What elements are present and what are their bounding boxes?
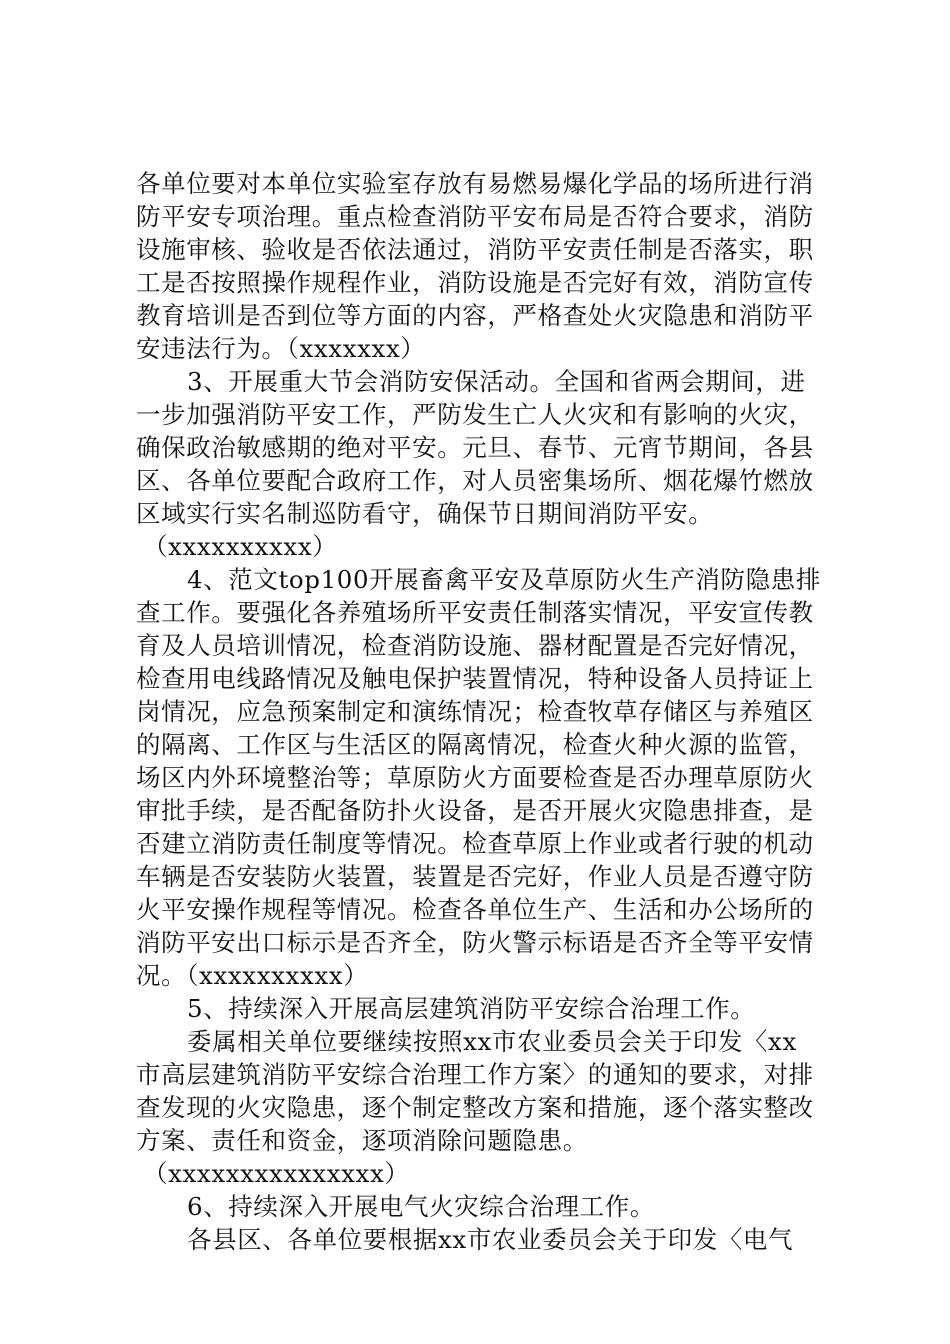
text-line: 区域实行实名制巡防看守，确保节日期间消防平安。	[136, 499, 714, 528]
text-line: 5、持续深入开展高层建筑消防平安综合治理工作。	[187, 994, 756, 1023]
text-line: 6、持续深入开展电气火灾综合治理工作。	[187, 1192, 655, 1221]
text-line: 火平安操作规程等情况。检查各单位生产、生活和办公场所的	[136, 895, 814, 924]
text-line: 委属相关单位要继续按照xx市农业委员会关于印发〈xx	[187, 1027, 797, 1056]
text-line: 车辆是否安装防火装置，装置是否完好，作业人员是否遵守防	[136, 862, 814, 891]
text-line: （xxxxxxxxxx）	[143, 532, 338, 561]
text-line: 区、各单位要配合政府工作，对人员密集场所、烟花爆竹燃放	[136, 466, 814, 495]
text-line: 安违法行为。（xxxxxxx）	[136, 334, 426, 363]
text-line: 一步加强消防平安工作，严防发生亡人火灾和有影响的火灾，	[136, 400, 814, 429]
text-line: 4、范文top100开展畜禽平安及草原防火生产消防隐患排	[187, 565, 821, 594]
text-line: 教育培训是否到位等方面的内容，严格查处火灾隐患和消防平	[136, 301, 814, 330]
text-line: 设施审核、验收是否依法通过，消防平安责任制是否落实，职	[136, 235, 814, 264]
text-line: 各单位要对本单位实验室存放有易燃易爆化学品的场所进行消	[136, 169, 814, 198]
text-line: 场区内外环境整治等；草原防火方面要检查是否办理草原防火	[136, 763, 814, 792]
text-line: 消防平安出口标示是否齐全，防火警示标语是否齐全等平安情	[136, 928, 814, 957]
text-line: 审批手续，是否配备防扑火设备，是否开展火灾隐患排查，是	[136, 796, 814, 825]
text-line: （xxxxxxxxxxxxxxx）	[143, 1159, 410, 1188]
text-line: 岗情况，应急预案制定和演练情况；检查牧草存储区与养殖区	[136, 697, 814, 726]
text-line: 检查用电线路情况及触电保护装置情况，特种设备人员持证上	[136, 664, 814, 693]
text-line: 市高层建筑消防平安综合治理工作方案〉的通知的要求，对排	[136, 1060, 814, 1089]
text-line: 各县区、各单位要根据xx市农业委员会关于印发〈电气	[187, 1225, 794, 1254]
text-line: 查工作。要强化各养殖场所平安责任制落实情况，平安宣传教	[136, 598, 814, 627]
text-line: 查发现的火灾隐患，逐个制定整改方案和措施，逐个落实整改	[136, 1093, 814, 1122]
text-line: 况。（xxxxxxxxxx）	[136, 961, 369, 990]
text-line: 工是否按照操作规程作业，消防设施是否完好有效，消防宣传	[136, 268, 814, 297]
text-line: 育及人员培训情况，检查消防设施、器材配置是否完好情况，	[136, 631, 814, 660]
text-line: 防平安专项治理。重点检查消防平安布局是否符合要求，消防	[136, 202, 814, 231]
text-line: 否建立消防责任制度等情况。检查草原上作业或者行驶的机动	[136, 829, 814, 858]
text-line: 方案、责任和资金，逐项消除问题隐患。	[136, 1126, 588, 1155]
text-line: 的隔离、工作区与生活区的隔离情况，检查火种火源的监管，	[136, 730, 814, 759]
text-line: 确保政治敏感期的绝对平安。元旦、春节、元宵节期间，各县	[136, 433, 814, 462]
text-line: 3、开展重大节会消防安保活动。全国和省两会期间，进	[187, 367, 806, 396]
